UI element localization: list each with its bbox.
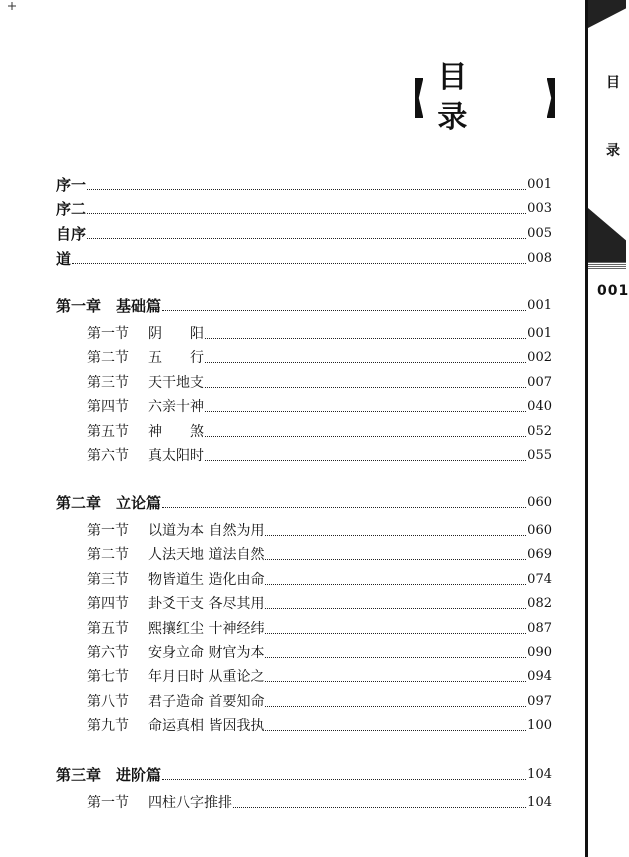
toc-entry-section-label: [87, 595, 264, 613]
dot-leader: [205, 459, 526, 461]
side-tab-char-lu: 录: [606, 143, 620, 159]
dot-leader: [265, 729, 526, 731]
dot-leader: [87, 237, 526, 239]
toc-entry-section: [87, 640, 552, 662]
corner-crop-mark-icon: [8, 2, 16, 10]
toc-entry-section-label: [87, 620, 264, 638]
dot-leader: [162, 778, 526, 780]
section-title: 神 煞: [148, 423, 204, 440]
toc-entry-section-label: [87, 693, 264, 711]
toc-entry-section: [87, 345, 552, 367]
toc-entry-prelim: [56, 246, 552, 268]
dot-leader: [265, 680, 526, 682]
section-title: 命运真相 皆因我执: [148, 718, 265, 735]
dot-leader: [87, 212, 526, 214]
section-number: 第一节: [87, 326, 129, 342]
section-title: 阴 阳: [148, 326, 204, 342]
toc-entry-section-label: [87, 325, 204, 343]
toc-entry-chapter-label: 第三章 进阶篇: [56, 766, 162, 784]
side-tab-char-mu: 目: [606, 75, 620, 91]
dot-leader: [265, 534, 526, 536]
page-number: 001: [527, 298, 552, 313]
dot-leader: [265, 705, 526, 707]
section-number: 第五节: [87, 423, 129, 440]
section-number: 第八节: [87, 693, 129, 710]
toc-entry-prelim-label: 序一: [56, 176, 87, 194]
page-number: 087: [527, 620, 552, 636]
toc-entry-section: [87, 591, 552, 613]
toc-entry-section: [87, 689, 552, 711]
section-title: 安身立命 财官为本: [148, 645, 265, 661]
toc-entry-section-label: [87, 794, 232, 812]
section-title: 天干地支: [148, 374, 204, 391]
section-number: 第四节: [87, 399, 129, 416]
toc-entry-chapter: [56, 762, 552, 784]
page-number: 094: [527, 669, 552, 685]
side-divider-line: [585, 0, 588, 857]
toc-entry-section: [87, 518, 552, 540]
dot-leader: [205, 337, 526, 339]
section-title: 君子造命 首要知命: [148, 693, 265, 710]
toc-entry-section-label: [87, 571, 264, 589]
toc-entry-section-label: [87, 423, 204, 441]
section-number: 第三节: [87, 374, 129, 391]
section-number: 第二节: [87, 350, 129, 367]
page-number: 055: [527, 448, 552, 463]
toc-entry-section: [87, 370, 552, 392]
toc-entry-section: [87, 443, 552, 465]
page-number: 052: [527, 423, 552, 439]
section-title: 年月日时 从重论之: [148, 669, 265, 686]
toc-entry-section: [87, 616, 552, 638]
toc-entry-section: [87, 394, 552, 416]
toc-entry-prelim-label: 自序: [56, 225, 87, 243]
dot-leader: [233, 806, 526, 808]
section-title: 五 行: [148, 350, 204, 367]
toc-entry-section: [87, 713, 552, 735]
section-number: 第七节: [87, 669, 129, 686]
page-number: 104: [527, 767, 552, 782]
page-number: 002: [527, 350, 552, 366]
page-number: 100: [527, 718, 552, 734]
page-number: 007: [527, 374, 552, 390]
section-number: 第一节: [87, 523, 129, 539]
section-title: 熙攘红尘 十神经纬: [148, 620, 265, 637]
section-title: 以道为本 自然为用: [148, 523, 265, 539]
dot-leader: [87, 188, 526, 190]
dot-leader: [205, 361, 526, 363]
toc-entry-section-label: [87, 374, 204, 392]
section-number: 第一节: [87, 795, 129, 811]
toc-entry-section-label: [87, 522, 264, 540]
toc-entry-section-label: [87, 447, 204, 465]
page-number: 060: [527, 523, 552, 538]
toc-title-text: 目 录: [437, 60, 542, 135]
page-number: 104: [527, 795, 552, 810]
toc-entry-section: [87, 664, 552, 686]
dot-leader: [205, 410, 526, 412]
left-bracket-icon: [415, 78, 423, 118]
page-number: 001: [527, 177, 552, 192]
toc-entry-section-label: [87, 717, 264, 735]
section-number: 第二节: [87, 547, 129, 564]
section-title: 六亲十神: [148, 399, 204, 416]
dot-leader: [162, 309, 526, 311]
dot-leader: [265, 607, 526, 609]
page-number: 069: [527, 547, 552, 563]
toc-entry-section-label: [87, 349, 204, 367]
toc-entry-section-label: [87, 668, 264, 686]
toc-entry-chapter-label: 第一章 基础篇: [56, 297, 162, 315]
toc-entry-section: [87, 567, 552, 589]
side-tab: [588, 0, 626, 857]
page-number: 090: [527, 645, 552, 660]
page-number: 001: [527, 326, 552, 341]
page-number: 082: [527, 596, 552, 612]
dot-leader: [265, 632, 526, 634]
toc-entry-chapter: [56, 293, 552, 315]
section-number: 第三节: [87, 571, 129, 588]
toc-entry-section: [87, 321, 552, 343]
toc-entry-section: [87, 419, 552, 441]
section-number: 第五节: [87, 620, 129, 637]
toc-entry-prelim-label: 序二: [56, 200, 87, 218]
page-number: 060: [527, 495, 552, 510]
side-tab-stripes: [588, 262, 626, 270]
section-title: 四柱八字推排: [148, 795, 232, 811]
dot-leader: [265, 583, 526, 585]
toc-entry-chapter: [56, 490, 552, 512]
toc-entry-section: [87, 790, 552, 812]
toc-entry-section-label: [87, 546, 264, 564]
dot-leader: [265, 558, 526, 560]
toc-title: [415, 60, 555, 135]
toc-entry-chapter-label: 第二章 立论篇: [56, 494, 162, 512]
toc-entry-section: [87, 542, 552, 564]
toc-entry-prelim: [56, 221, 552, 243]
toc-entry-prelim-label: 道: [56, 250, 72, 268]
page-number: 074: [527, 571, 552, 587]
section-number: 第六节: [87, 645, 129, 661]
section-number: 第六节: [87, 448, 129, 464]
dot-leader: [162, 506, 526, 508]
toc-entry-section-label: [87, 644, 264, 662]
page-number: 040: [527, 399, 552, 415]
section-number: 第九节: [87, 718, 129, 735]
dot-leader: [72, 262, 526, 264]
toc-entry-prelim: [56, 172, 552, 194]
side-tab-page-number: 001: [597, 283, 629, 299]
toc-entry-prelim: [56, 196, 552, 218]
right-bracket-icon: [547, 78, 555, 118]
dot-leader: [205, 435, 526, 437]
section-title: 真太阳时: [148, 448, 204, 464]
section-title: 人法天地 道法自然: [148, 547, 265, 564]
page-number: 008: [527, 251, 552, 266]
page-number: 003: [527, 201, 552, 216]
page-number: 005: [527, 226, 552, 241]
toc-entry-section-label: [87, 398, 204, 416]
page-number: 097: [527, 693, 552, 709]
dot-leader: [265, 656, 526, 658]
section-title: 卦爻干支 各尽其用: [148, 596, 265, 613]
section-title: 物皆道生 造化由命: [148, 571, 265, 588]
dot-leader: [205, 386, 526, 388]
section-number: 第四节: [87, 596, 129, 613]
